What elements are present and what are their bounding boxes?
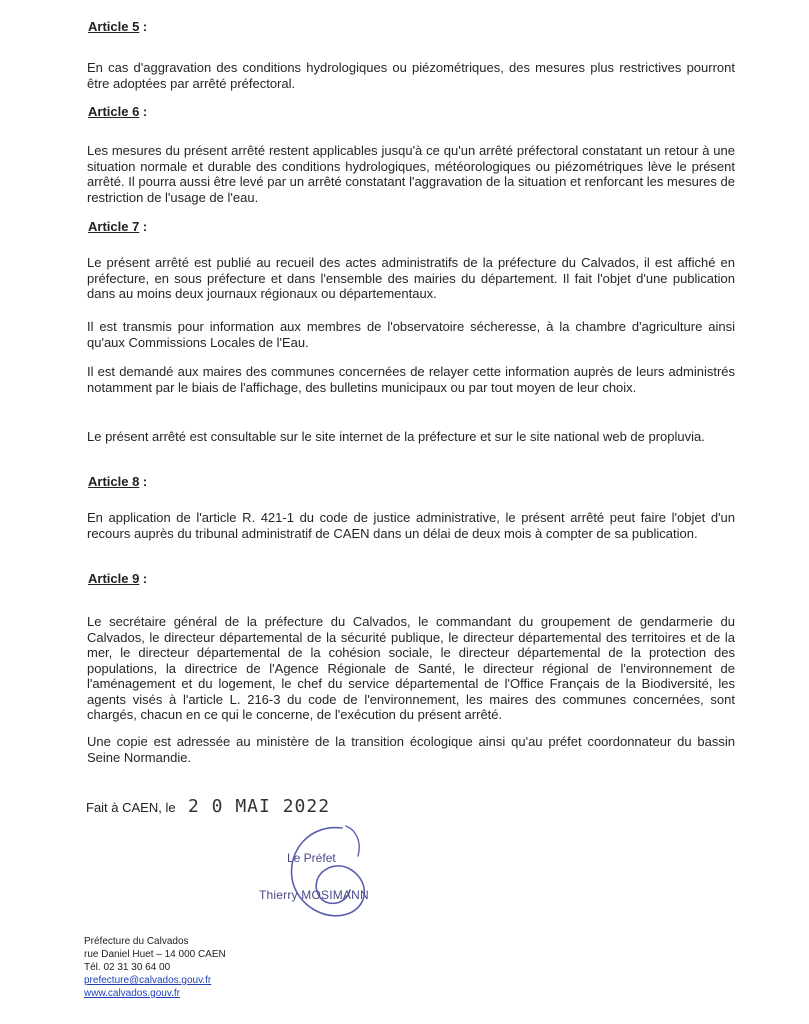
handwritten-signature bbox=[270, 820, 380, 930]
article-9-heading: Article 9 : bbox=[88, 571, 148, 586]
footer-org: Préfecture du Calvados bbox=[84, 936, 189, 947]
signature-place: Fait à CAEN, le bbox=[86, 800, 176, 815]
article-8-title: Article 8 bbox=[88, 474, 140, 489]
article-7-paragraph-4: Le présent arrêté est consultable sur le site internet de la préfecture et sur le site national web de propluvia. bbox=[87, 429, 705, 444]
signatory-title: Le Préfet bbox=[287, 851, 336, 865]
article-7-paragraph-2: Il est transmis pour information aux membres de l'observatoire sécheresse, à la chambre d'agriculture ainsi qu'aux Commissions Locales de l'Eau. bbox=[87, 319, 735, 350]
article-7-title: Article 7 bbox=[88, 219, 140, 234]
footer-website-link[interactable]: www.calvados.gouv.fr bbox=[84, 988, 180, 999]
article-7-heading: Article 7 : bbox=[88, 219, 148, 234]
article-9-paragraph-1: Le secrétaire général de la préfecture du Calvados, le commandant du groupement de gendarmerie du Calvados, le directeur départemental de la sécurité publique, le directeur départemental des territoires et de la mer, le directeur départemental de la cohésion sociale, le directeur départemental de la protection des populations, la directrice de l'Agence Régionale de Santé, le directeur régional de l'environnement de l'aménagement et du logement, le chef du service départemental de l'Office Français de la Biodiversité, les agents visés à l'article L. 216-3 du code de l'environnement, les maires des communes concernées, sont chargés, chacun en ce qui le concerne, de l'exécution du présent arrêté. bbox=[87, 614, 735, 722]
article-5-heading: Article 5 : bbox=[88, 19, 148, 34]
article-9-paragraph-2: Une copie est adressée au ministère de la transition écologique ainsi qu'au préfet coordonnateur du bassin Seine Normandie. bbox=[87, 734, 735, 765]
article-8-paragraph-1: En application de l'article R. 421-1 du code de justice administrative, le présent arrêté peut faire l'objet d'un recours auprès du tribunal administratif de CAEN dans un délai de deux mois à compter de sa publication. bbox=[87, 510, 735, 541]
article-6-heading: Article 6 : bbox=[88, 104, 148, 119]
signatory-name: Thierry MOSIMANN bbox=[259, 888, 369, 902]
footer-address: rue Daniel Huet – 14 000 CAEN bbox=[84, 949, 226, 960]
article-5-title: Article 5 bbox=[88, 19, 140, 34]
signature-date-stamp: 2 0 MAI 2022 bbox=[188, 796, 331, 817]
article-8-heading: Article 8 : bbox=[88, 474, 148, 489]
footer-address-block bbox=[84, 935, 226, 1000]
article-6-paragraph-1: Les mesures du présent arrêté restent applicables jusqu'à ce qu'un arrêté préfectoral constatant un retour à une situation normale et durable des conditions hydrologiques, météorologiques ou piézométriques lève le présent arrêté. Il pourra aussi être levé par un arrêté constatant l'aggravation de la situation et renforcant les mesures de restriction de l'usage de l'eau. bbox=[87, 143, 735, 205]
footer-email-link[interactable]: prefecture@calvados.gouv.fr bbox=[84, 975, 212, 986]
article-6-title: Article 6 bbox=[88, 104, 140, 119]
article-7-paragraph-3: Il est demandé aux maires des communes concernées de relayer cette information auprès de leurs administrés notamment par le biais de l'affichage, des bulletins municipaux ou par tout moyen de leur choix. bbox=[87, 364, 735, 395]
footer-phone: Tél. 02 31 30 64 00 bbox=[84, 962, 171, 973]
article-9-title: Article 9 bbox=[88, 571, 140, 586]
article-5-paragraph-1: En cas d'aggravation des conditions hydrologiques ou piézométriques, des mesures plus restrictives pourront être adoptées par arrêté préfectoral. bbox=[87, 60, 735, 91]
article-7-paragraph-1: Le présent arrêté est publié au recueil des actes administratifs de la préfecture du Calvados, il est affiché en préfecture, en sous préfecture et dans l'ensemble des mairies du département. Il fait l'objet d'une publication dans au moins deux journaux régionaux ou départementaux. bbox=[87, 255, 735, 301]
